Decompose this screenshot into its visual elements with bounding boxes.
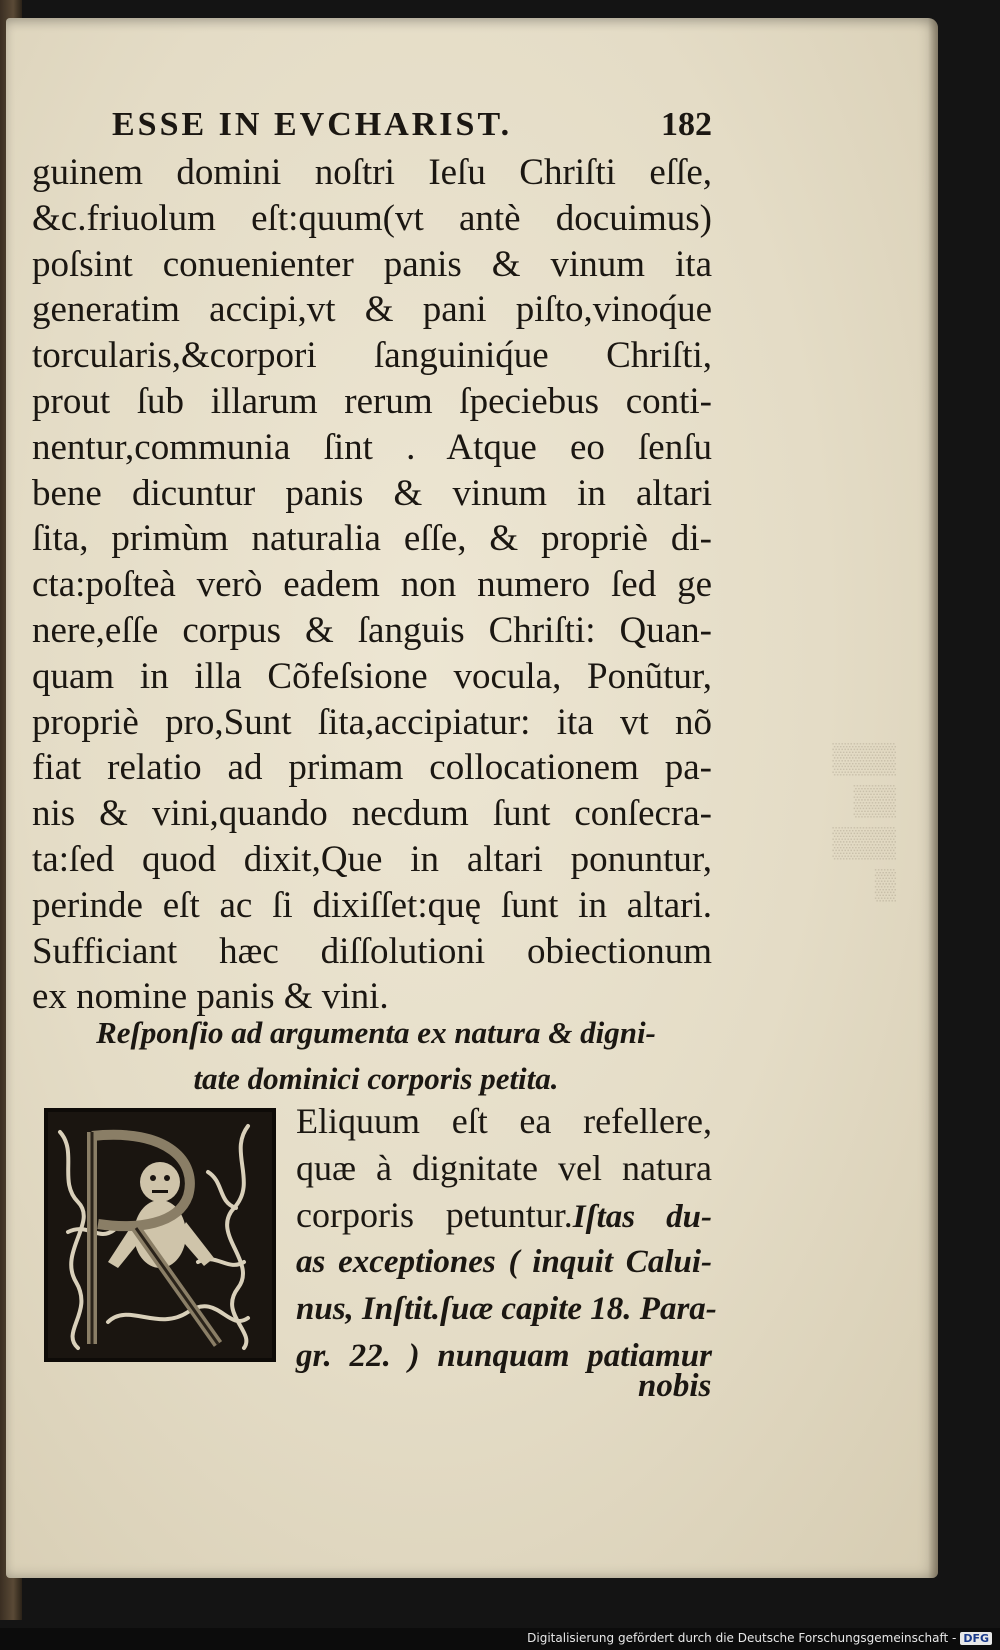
decorated-initial-r-woodcut [44, 1108, 276, 1362]
italic-text-span: Iſtas du- [572, 1199, 713, 1235]
dfg-logo-icon: DFG [960, 1632, 992, 1645]
wrapped-text-block [296, 1098, 717, 1380]
page-header [112, 106, 712, 156]
text-line: torcularis,&corpori ſanguiniq́ue Chriſti, [32, 335, 712, 377]
page-number: 182 [661, 106, 712, 143]
text-line: quam in illa Cõfeſsione vocula, Ponũtur, [32, 655, 712, 697]
text-line: nere,eſſe corpus & ſanguis Chriſti: Quan- [32, 609, 712, 651]
catchword: nobis [638, 1368, 712, 1404]
book-page [6, 18, 938, 1578]
text-line: prout ſub illarum rerum ſpeciebus conti- [32, 380, 712, 422]
credit-text: Digitalisierung gefördert durch die Deutsche Forschungsgemeinschaft - [527, 1631, 957, 1645]
subheading-line: Reſponſio ad argumenta ex natura & digni- [96, 1015, 656, 1050]
text-line: propriè pro,Sunt ſita,accipiatur: ita vt nõ [32, 701, 712, 743]
text-line: Eliquum eſt ea refellere, [296, 1101, 712, 1141]
text-line: perinde eſt ac ſi dixiſſet:quę ſunt in altari. [32, 884, 712, 926]
text-line: &c.friuolum eſt:quum(vt antè docuimus) [32, 197, 712, 239]
text-line: poſsint conuenienter panis & vinum ita [32, 243, 712, 285]
text-line: nis & vini,quando necdum ſunt conſecra- [32, 793, 712, 835]
italic-text-line: as exceptiones ( inquit Calui- [296, 1244, 712, 1280]
text-line: quæ à dignitate vel natura [296, 1148, 712, 1188]
text-line: guinem domini noſtri Ieſu Chriſti eſſe, [32, 152, 712, 193]
italic-text-line: gr. 22. ) nunquam patiamur [296, 1338, 712, 1374]
text-line: cta:poſteà verò eadem non numero ſed ge [32, 564, 712, 606]
show-through-bleed: ▒▒▒ ▒▒ ▒▒▒ ▒ [832, 742, 896, 901]
section-subheading [46, 1010, 706, 1102]
text-line [296, 1192, 712, 1239]
text-line: Sufficiant hæc diſſolutioni obiectionum [32, 930, 712, 972]
page-edge-shadow [928, 18, 938, 1578]
text-line: ta:ſed quod dixit,Que in altari ponuntur, [32, 838, 712, 880]
text-line: fiat relatio ad primam collocationem pa- [32, 747, 712, 789]
text-span: corporis petuntur. [296, 1195, 573, 1235]
text-line: bene dicuntur panis & vinum in altari [32, 472, 712, 514]
italic-text-line: nus, Inſtit.ſuæ capite 18. Para- [296, 1291, 717, 1327]
main-text-block [32, 150, 712, 1020]
text-line: nentur,communia ſint . Atque eo ſenſu [32, 426, 712, 468]
woodcut-initial-icon [48, 1112, 272, 1358]
text-line: ex nomine panis & vini. [32, 976, 389, 1018]
subheading-line: tate dominici corporis petita. [193, 1061, 559, 1096]
text-line: generatim accipi,vt & pani piſto,vinoq́ue [32, 289, 712, 331]
running-head: ESSE IN EVCHARIST. [112, 106, 513, 143]
digitization-credit [527, 1631, 992, 1645]
text-line: ſita, primùm naturalia eſſe, & propriè di- [32, 518, 712, 560]
